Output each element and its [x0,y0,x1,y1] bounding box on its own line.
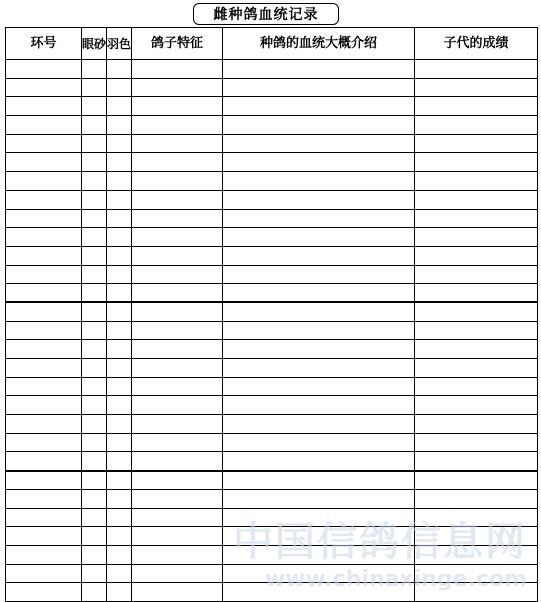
cell-eye [82,60,107,79]
cell-feather [107,228,132,247]
table-row [6,78,538,97]
cell-eye [82,116,107,135]
table-row [6,545,538,564]
cell-offspring [415,190,538,209]
cell-pedigree [223,246,415,265]
table-row [6,60,538,79]
cell-eye [82,433,107,452]
cell-pedigree [223,415,415,434]
cell-pedigree [223,265,415,284]
table-row [6,116,538,135]
cell-pedigree [223,172,415,191]
cell-ring [6,190,82,209]
cell-eye [82,471,107,490]
cell-offspring [415,583,538,602]
cell-eye [82,340,107,359]
cell-pedigree [223,564,415,583]
cell-features [132,116,223,135]
cell-ring [6,209,82,228]
cell-features [132,97,223,116]
cell-eye [82,153,107,172]
cell-offspring [415,508,538,527]
cell-pedigree [223,134,415,153]
cell-eye [82,508,107,527]
cell-feather [107,359,132,378]
cell-pedigree [223,471,415,490]
cell-pedigree [223,190,415,209]
table-row [6,377,538,396]
record-rows [6,60,538,602]
cell-pedigree [223,228,415,247]
cell-eye [82,284,107,303]
column-header-features: 鸽子特征 [132,28,223,60]
table-row [6,321,538,340]
cell-feather [107,246,132,265]
cell-features [132,190,223,209]
cell-ring [6,153,82,172]
table-row [6,97,538,116]
table-row [6,190,538,209]
cell-offspring [415,545,538,564]
cell-feather [107,209,132,228]
cell-ring [6,396,82,415]
cell-pedigree [223,508,415,527]
cell-ring [6,359,82,378]
cell-offspring [415,153,538,172]
table-row [6,564,538,583]
cell-pedigree [223,97,415,116]
cell-feather [107,97,132,116]
cell-eye [82,527,107,546]
cell-features [132,153,223,172]
page-title: 雌种鸽血统记录 [193,3,339,25]
cell-ring [6,527,82,546]
cell-features [132,377,223,396]
cell-offspring [415,433,538,452]
cell-features [132,527,223,546]
cell-pedigree [223,396,415,415]
cell-features [132,60,223,79]
cell-feather [107,190,132,209]
cell-feather [107,153,132,172]
cell-pedigree [223,60,415,79]
cell-ring [6,97,82,116]
cell-eye [82,302,107,321]
cell-pedigree [223,340,415,359]
column-header-ring: 环号 [6,28,82,60]
table-row [6,396,538,415]
cell-feather [107,415,132,434]
table-row [6,265,538,284]
cell-ring [6,508,82,527]
cell-ring [6,302,82,321]
cell-eye [82,452,107,471]
cell-pedigree [223,359,415,378]
cell-features [132,489,223,508]
cell-offspring [415,340,538,359]
cell-features [132,340,223,359]
cell-pedigree [223,209,415,228]
cell-feather [107,433,132,452]
record-table-wrapper [5,27,537,600]
table-row [6,134,538,153]
cell-feather [107,452,132,471]
cell-ring [6,377,82,396]
cell-ring [6,265,82,284]
cell-features [132,396,223,415]
cell-offspring [415,359,538,378]
cell-offspring [415,265,538,284]
cell-ring [6,471,82,490]
cell-offspring [415,78,538,97]
cell-eye [82,564,107,583]
cell-eye [82,190,107,209]
header-row [6,28,538,60]
cell-pedigree [223,489,415,508]
cell-offspring [415,489,538,508]
cell-ring [6,583,82,602]
cell-ring [6,564,82,583]
cell-feather [107,527,132,546]
cell-feather [107,508,132,527]
cell-pedigree [223,545,415,564]
cell-offspring [415,321,538,340]
cell-features [132,471,223,490]
cell-ring [6,489,82,508]
cell-features [132,508,223,527]
cell-offspring [415,471,538,490]
table-row [6,172,538,191]
cell-feather [107,583,132,602]
table-row [6,508,538,527]
cell-ring [6,228,82,247]
cell-eye [82,209,107,228]
cell-offspring [415,246,538,265]
cell-feather [107,377,132,396]
cell-ring [6,172,82,191]
cell-pedigree [223,153,415,172]
watermark-name: 中国信鸽信息网 [233,519,527,565]
cell-eye [82,78,107,97]
table-row [6,284,538,303]
cell-offspring [415,564,538,583]
cell-eye [82,172,107,191]
cell-feather [107,116,132,135]
table-row [6,340,538,359]
table-row [6,415,538,434]
cell-offspring [415,134,538,153]
cell-eye [82,415,107,434]
cell-features [132,265,223,284]
cell-features [132,228,223,247]
table-row [6,302,538,321]
column-header-feather: 羽色 [107,28,132,60]
cell-pedigree [223,302,415,321]
cell-offspring [415,284,538,303]
table-row [6,153,538,172]
table-row [6,228,538,247]
cell-eye [82,228,107,247]
cell-features [132,415,223,434]
cell-pedigree [223,452,415,471]
cell-features [132,209,223,228]
table-row [6,359,538,378]
cell-feather [107,340,132,359]
cell-ring [6,340,82,359]
table-row [6,471,538,490]
cell-feather [107,302,132,321]
cell-offspring [415,172,538,191]
cell-feather [107,265,132,284]
cell-pedigree [223,527,415,546]
cell-ring [6,452,82,471]
column-header-eye: 眼砂 [82,28,107,60]
cell-pedigree [223,78,415,97]
cell-feather [107,78,132,97]
cell-pedigree [223,377,415,396]
cell-feather [107,489,132,508]
cell-features [132,284,223,303]
cell-features [132,433,223,452]
cell-pedigree [223,583,415,602]
cell-eye [82,246,107,265]
cell-offspring [415,302,538,321]
table-row [6,583,538,602]
cell-features [132,545,223,564]
cell-features [132,564,223,583]
cell-eye [82,359,107,378]
cell-feather [107,545,132,564]
cell-offspring [415,209,538,228]
table-row [6,433,538,452]
cell-ring [6,284,82,303]
cell-feather [107,284,132,303]
cell-eye [82,377,107,396]
cell-pedigree [223,321,415,340]
cell-ring [6,116,82,135]
table-row [6,452,538,471]
cell-eye [82,265,107,284]
cell-eye [82,321,107,340]
cell-features [132,359,223,378]
cell-eye [82,545,107,564]
cell-eye [82,134,107,153]
cell-ring [6,545,82,564]
cell-feather [107,134,132,153]
cell-offspring [415,60,538,79]
table-row [6,527,538,546]
record-table [5,27,538,602]
cell-feather [107,471,132,490]
cell-pedigree [223,116,415,135]
cell-ring [6,415,82,434]
cell-features [132,78,223,97]
cell-offspring [415,377,538,396]
column-header-offspring: 子代的成绩 [415,28,538,60]
cell-ring [6,433,82,452]
watermark-url: www.chinaxinge.com [264,567,527,592]
cell-offspring [415,527,538,546]
cell-offspring [415,396,538,415]
cell-eye [82,97,107,116]
cell-ring [6,60,82,79]
cell-features [132,172,223,191]
cell-features [132,134,223,153]
cell-feather [107,321,132,340]
column-header-pedigree: 种鸽的血统大概介绍 [223,28,415,60]
cell-ring [6,134,82,153]
cell-ring [6,246,82,265]
cell-features [132,452,223,471]
cell-eye [82,489,107,508]
cell-feather [107,172,132,191]
cell-eye [82,396,107,415]
cell-features [132,583,223,602]
table-row [6,209,538,228]
cell-feather [107,60,132,79]
cell-offspring [415,228,538,247]
cell-pedigree [223,433,415,452]
cell-pedigree [223,284,415,303]
table-row [6,246,538,265]
cell-feather [107,396,132,415]
cell-ring [6,78,82,97]
cell-features [132,321,223,340]
cell-feather [107,564,132,583]
cell-offspring [415,452,538,471]
cell-offspring [415,97,538,116]
cell-offspring [415,116,538,135]
cell-ring [6,321,82,340]
cell-features [132,302,223,321]
cell-offspring [415,415,538,434]
cell-features [132,246,223,265]
cell-eye [82,583,107,602]
table-row [6,489,538,508]
